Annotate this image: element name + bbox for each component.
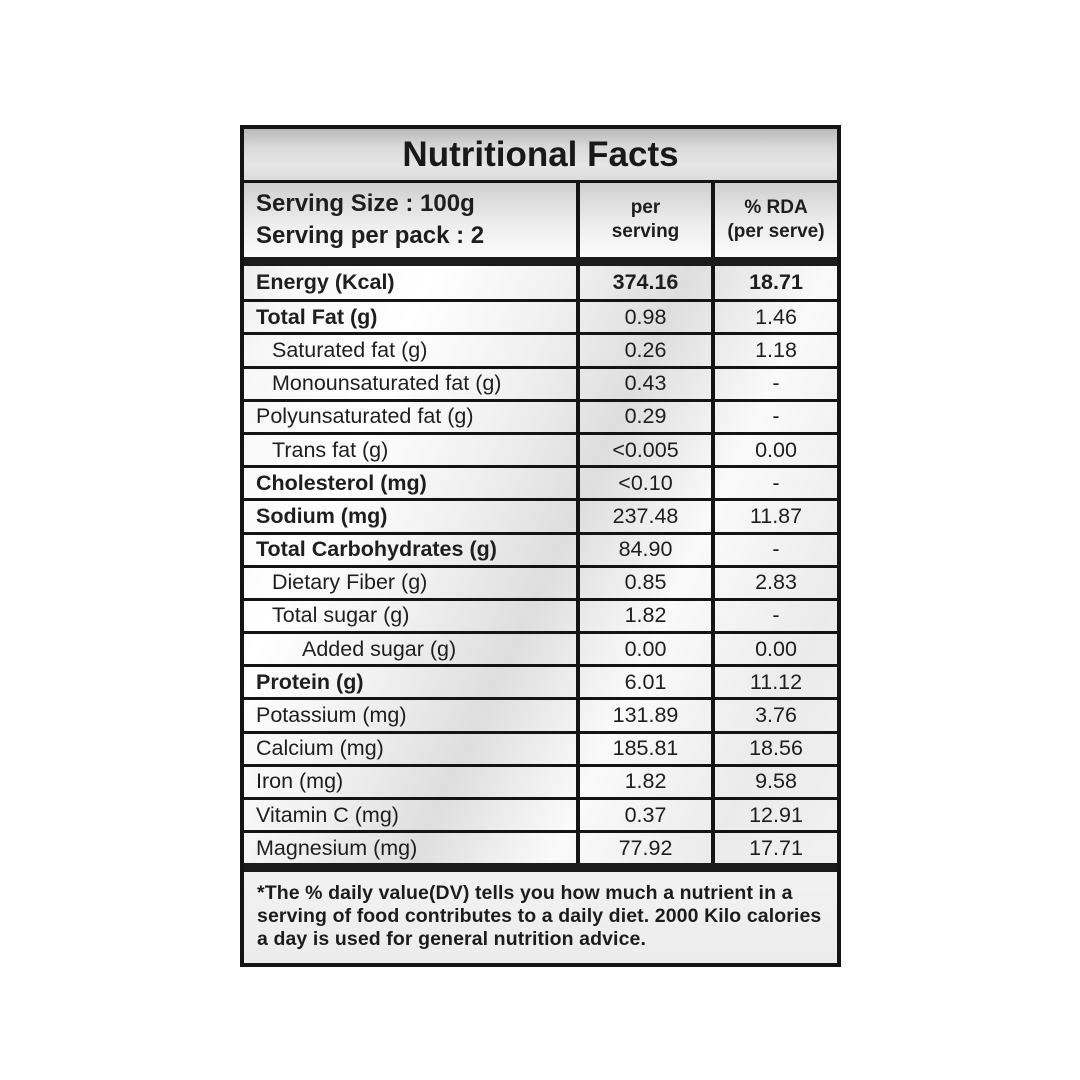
rda-line2: (per serve) (727, 221, 825, 242)
per-serving-value: 237.48 (576, 501, 711, 531)
per-serving-value: 0.29 (576, 402, 711, 432)
rda-value: 0.00 (711, 435, 837, 465)
thick-divider-bottom (244, 863, 837, 872)
nutrient-label: Dietary Fiber (g) (272, 570, 428, 595)
nutrition-facts-label (240, 125, 841, 967)
per-serving-value: 0.26 (576, 335, 711, 365)
nutrient-row (244, 465, 837, 498)
label-title: Nutritional Facts (244, 129, 837, 183)
rda-value: - (711, 402, 837, 432)
serving-info (244, 183, 576, 257)
serving-header-row (244, 183, 837, 257)
nutrient-row (244, 764, 837, 797)
nutrient-label: Polyunsaturated fat (g) (256, 404, 474, 429)
per-serving-value: 1.82 (576, 767, 711, 797)
rda-value: 18.71 (711, 266, 837, 299)
rda-value: - (711, 468, 837, 498)
per-serving-value: 131.89 (576, 700, 711, 730)
rda-value: - (711, 601, 837, 631)
nutrient-label: Cholesterol (mg) (256, 470, 427, 495)
per-serving-value: 0.98 (576, 302, 711, 332)
nutrient-row (244, 631, 837, 664)
rda-value: 17.71 (711, 833, 837, 863)
rda-value: - (711, 535, 837, 565)
rda-value: 11.12 (711, 667, 837, 697)
rda-value: 11.87 (711, 501, 837, 531)
daily-value-footnote: *The % daily value(DV) tells you how much a nutrient in a serving of food contributes to a daily diet. 2000 Kilo calories a day is used for general nutrition advice. (244, 872, 837, 963)
per-serving-value: 6.01 (576, 667, 711, 697)
nutrient-row (244, 830, 837, 863)
nutrient-label: Monounsaturated fat (g) (272, 371, 502, 396)
nutrient-label: Sodium (mg) (256, 503, 388, 528)
rda-value: 2.83 (711, 568, 837, 598)
nutrient-label: Saturated fat (g) (272, 337, 428, 362)
per-serving-value: 1.82 (576, 601, 711, 631)
nutrient-label: Total Carbohydrates (g) (256, 537, 497, 562)
nutrient-row (244, 697, 837, 730)
nutrient-label: Iron (mg) (256, 769, 344, 794)
nutrient-label: Potassium (mg) (256, 703, 407, 728)
per-serving-value: 0.37 (576, 800, 711, 830)
nutrient-label: Magnesium (mg) (256, 835, 418, 860)
per-serving-value: 185.81 (576, 734, 711, 764)
serving-size-text: Serving Size : 100g (256, 189, 475, 217)
serving-per-pack-text: Serving per pack : 2 (256, 222, 485, 249)
nutrient-label: Energy (Kcal) (256, 270, 395, 295)
nutrient-row (244, 498, 837, 531)
per-serving-line1: per (630, 197, 661, 219)
nutrient-label: Added sugar (g) (302, 636, 457, 661)
rda-value: 12.91 (711, 800, 837, 830)
rda-value: 0.00 (711, 634, 837, 664)
per-serving-value: 0.43 (576, 369, 711, 399)
nutrient-row (244, 332, 837, 365)
nutrient-row (244, 565, 837, 598)
per-serving-value: 84.90 (576, 535, 711, 565)
per-serving-value: <0.10 (576, 468, 711, 498)
column-header-per-serving (576, 183, 711, 257)
rda-value: 1.18 (711, 335, 837, 365)
rda-value: 18.56 (711, 734, 837, 764)
nutrient-row (244, 432, 837, 465)
per-serving-value: 77.92 (576, 833, 711, 863)
nutrient-row (244, 664, 837, 697)
per-serving-value: 374.16 (576, 266, 711, 299)
per-serving-value: 0.85 (576, 568, 711, 598)
per-serving-line2: serving (611, 221, 680, 242)
nutrient-label: Total sugar (g) (272, 603, 410, 628)
nutrient-row (244, 399, 837, 432)
nutrient-label: Trans fat (g) (272, 437, 389, 462)
nutrient-label: Vitamin C (mg) (256, 802, 399, 827)
nutrient-label: Calcium (mg) (256, 736, 384, 761)
nutrient-row (244, 366, 837, 399)
column-header-rda (711, 183, 837, 257)
nutrient-row (244, 731, 837, 764)
nutrient-row (244, 598, 837, 631)
nutrient-label: Protein (g) (256, 669, 364, 694)
rda-value: - (711, 369, 837, 399)
nutrient-row (244, 299, 837, 332)
per-serving-value: 0.00 (576, 634, 711, 664)
thick-divider-top (244, 257, 837, 266)
rda-value: 3.76 (711, 700, 837, 730)
per-serving-value: <0.005 (576, 435, 711, 465)
rda-value: 9.58 (711, 767, 837, 797)
nutrient-label: Total Fat (g) (256, 304, 378, 329)
rda-value: 1.46 (711, 302, 837, 332)
nutrition-rows (244, 266, 837, 863)
rda-line1: % RDA (744, 197, 808, 219)
nutrient-row (244, 532, 837, 565)
nutrient-row (244, 797, 837, 830)
nutrient-row (244, 266, 837, 299)
